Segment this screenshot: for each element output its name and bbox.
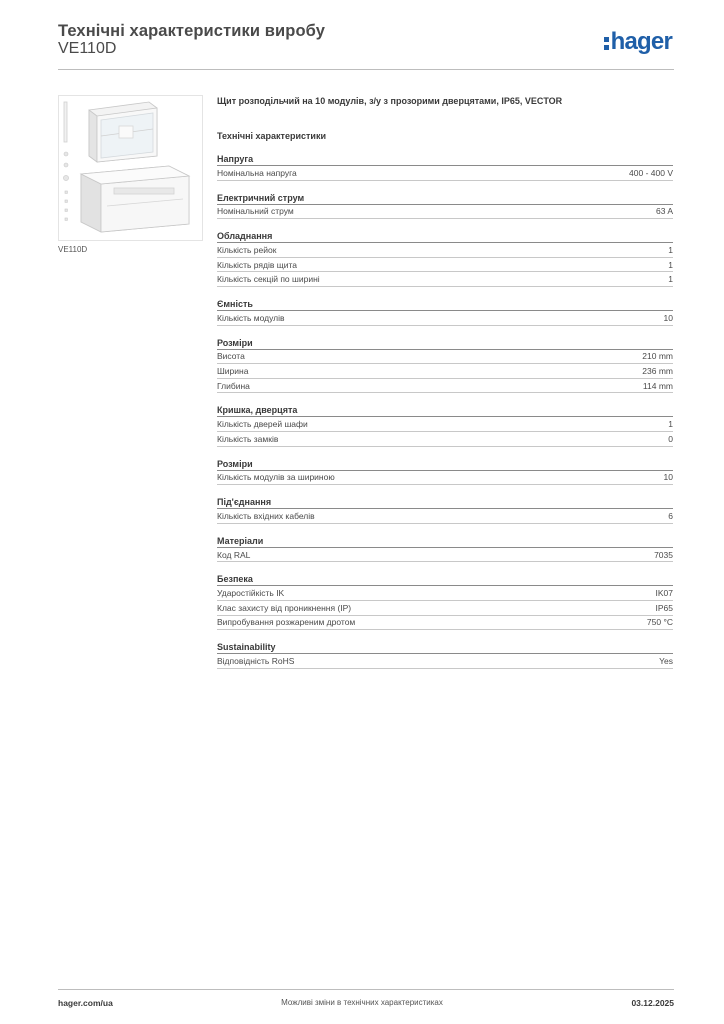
spec-value: 400 - 400 V xyxy=(629,167,673,178)
spec-label: Номінальний струм xyxy=(217,206,294,217)
spec-group xyxy=(217,535,673,563)
spec-value: 1 xyxy=(668,274,673,285)
spec-label: Кількість вхідних кабелів xyxy=(217,510,315,521)
document-title: Технічні характеристики виробу xyxy=(58,22,325,40)
spec-label: Кількість замків xyxy=(217,433,279,444)
spec-row xyxy=(217,258,673,273)
spec-group-title: Ємність xyxy=(217,298,673,311)
footer-website-link[interactable]: hager.com/ua xyxy=(58,998,113,1008)
spec-group xyxy=(217,153,673,181)
spec-value: 10 xyxy=(663,472,673,483)
spec-row xyxy=(217,243,673,258)
spec-label: Відповідність RoHS xyxy=(217,655,295,666)
spec-value: 0 xyxy=(668,433,673,444)
spec-label: Глибина xyxy=(217,380,250,391)
spec-value: 1 xyxy=(668,419,673,430)
spec-group-title: Кришка, дверцята xyxy=(217,404,673,417)
spec-row xyxy=(217,654,673,669)
spec-label: Кількість секцій по ширині xyxy=(217,274,320,285)
image-caption: VE110D xyxy=(58,245,88,254)
spec-value: 750 °C xyxy=(646,617,673,628)
spec-value: 63 A xyxy=(655,206,673,217)
spec-row xyxy=(217,417,673,432)
hager-logo[interactable] xyxy=(604,28,672,56)
spec-row xyxy=(217,350,673,365)
spec-group-title: Під'єднання xyxy=(217,496,673,509)
spec-value: 114 mm xyxy=(642,380,673,391)
spec-label: Кількість дверей шафи xyxy=(217,419,308,430)
logo-text: hager xyxy=(610,28,672,55)
product-image-frame xyxy=(58,95,203,241)
spec-groups xyxy=(217,153,673,669)
spec-label: Випробування розжареним дротом xyxy=(217,617,356,628)
spec-value: 236 mm xyxy=(642,365,673,376)
spec-row xyxy=(217,432,673,447)
distribution-board-image xyxy=(59,96,202,240)
spec-row xyxy=(217,272,673,287)
spec-group-title: Матеріали xyxy=(217,535,673,548)
spec-label: Ударостійкість IK xyxy=(217,588,285,599)
product-code: VE110D xyxy=(58,40,117,57)
spec-label: Кількість модулів за шириною xyxy=(217,472,335,483)
spec-row xyxy=(217,166,673,181)
footer-divider xyxy=(58,989,674,990)
spec-row xyxy=(217,509,673,524)
spec-group xyxy=(217,337,673,394)
spec-value: 6 xyxy=(668,510,673,521)
spec-group-title: Електричний струм xyxy=(217,192,673,205)
spec-label: Кількість модулів xyxy=(217,312,285,323)
spec-label: Кількість рядів щита xyxy=(217,259,297,270)
spec-label: Ширина xyxy=(217,365,249,376)
spec-row xyxy=(217,548,673,563)
spec-row xyxy=(217,471,673,486)
spec-label: Код RAL xyxy=(217,549,251,560)
header-divider xyxy=(58,69,674,70)
spec-group-title: Напруга xyxy=(217,153,673,166)
spec-group xyxy=(217,404,673,446)
footer-notice: Можливі зміни в технічних характеристиках xyxy=(281,998,443,1007)
spec-row xyxy=(217,364,673,379)
spec-group xyxy=(217,641,673,669)
spec-group xyxy=(217,458,673,486)
spec-group-title: Sustainability xyxy=(217,641,673,654)
spec-value: 1 xyxy=(668,259,673,270)
spec-group xyxy=(217,192,673,220)
spec-row xyxy=(217,586,673,601)
spec-row xyxy=(217,601,673,616)
specs-title: Технічні характеристики xyxy=(217,131,326,141)
product-name: Щит розподільчий на 10 модулів, з/у з прозорими дверцятами, IP65, VECTOR xyxy=(217,96,563,106)
spec-sheet xyxy=(217,95,673,669)
spec-label: Клас захисту від проникнення (IP) xyxy=(217,602,352,613)
spec-value: IK07 xyxy=(655,588,673,599)
spec-group xyxy=(217,230,673,287)
spec-label: Кількість рейок xyxy=(217,244,277,255)
spec-value: Yes xyxy=(659,655,673,666)
spec-group-title: Розміри xyxy=(217,337,673,350)
spec-value: IP65 xyxy=(655,602,673,613)
spec-group xyxy=(217,298,673,326)
spec-group xyxy=(217,496,673,524)
spec-value: 10 xyxy=(663,312,673,323)
spec-row xyxy=(217,379,673,394)
spec-label: Висота xyxy=(217,351,245,362)
footer-date: 03.12.2025 xyxy=(631,998,674,1008)
page-header xyxy=(58,22,674,70)
logo-dots-icon xyxy=(604,35,609,50)
spec-group-title: Розміри xyxy=(217,458,673,471)
spec-row xyxy=(217,311,673,326)
spec-value: 7035 xyxy=(654,549,673,560)
spec-label: Номінальна напруга xyxy=(217,167,297,178)
spec-value: 210 mm xyxy=(642,351,673,362)
spec-row xyxy=(217,616,673,631)
spec-value: 1 xyxy=(668,244,673,255)
spec-group-title: Обладнання xyxy=(217,230,673,243)
spec-group xyxy=(217,573,673,630)
spec-group-title: Безпека xyxy=(217,573,673,586)
spec-row xyxy=(217,205,673,220)
